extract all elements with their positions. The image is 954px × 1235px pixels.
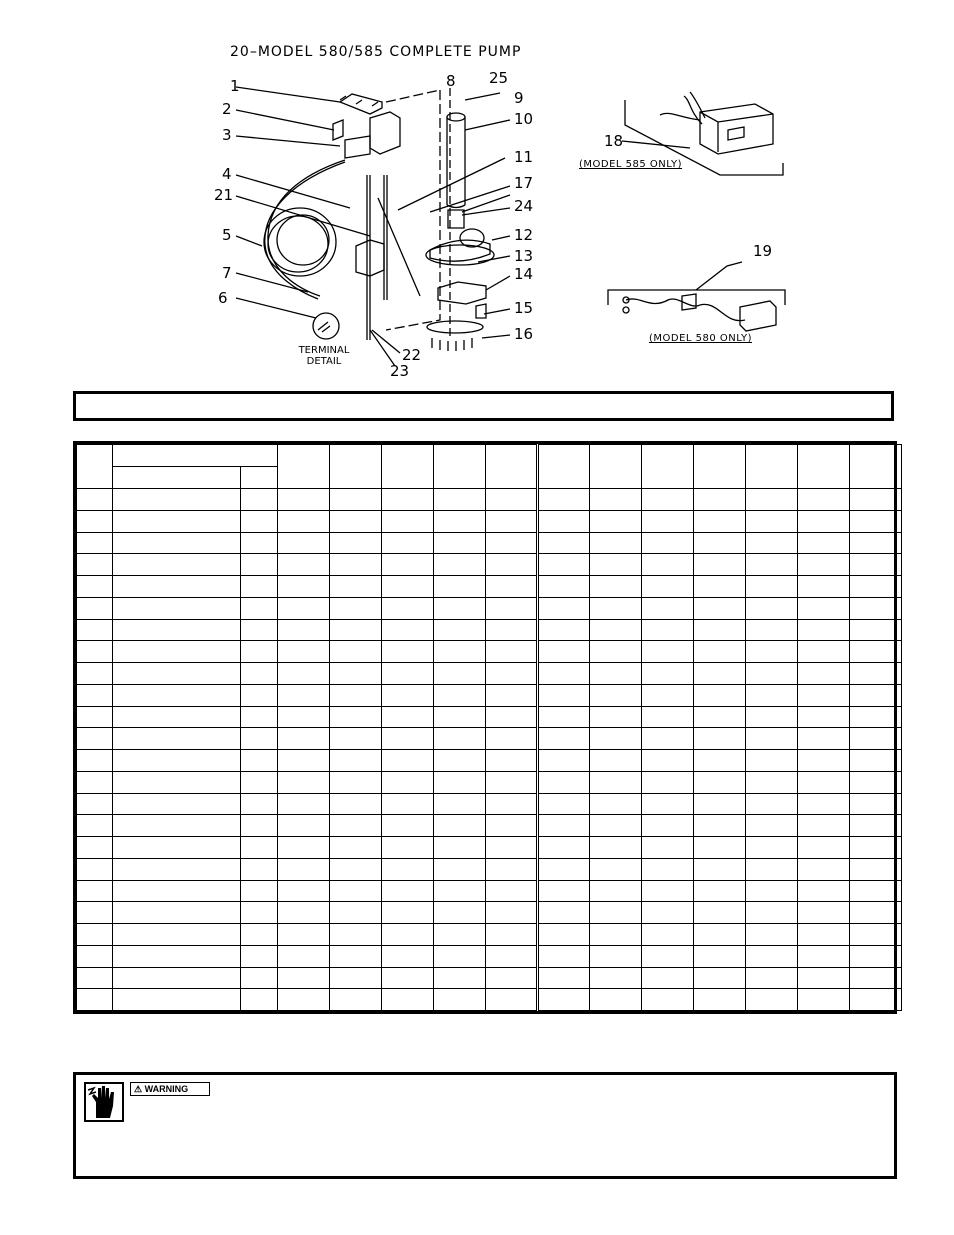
table-row <box>77 989 902 1011</box>
warning-triangle-icon: ⚠ <box>134 1084 143 1094</box>
callout-8: 8 <box>446 72 456 90</box>
table-row <box>77 663 902 685</box>
warning-box <box>73 1072 897 1179</box>
table-row <box>77 597 902 619</box>
callout-16: 16 <box>514 325 534 343</box>
callout-11: 11 <box>514 148 534 166</box>
callout-1: 1 <box>230 77 240 95</box>
table-row <box>77 880 902 902</box>
table-row <box>77 489 902 511</box>
callout-23: 23 <box>390 362 410 380</box>
table-row <box>77 532 902 554</box>
callout-6: 6 <box>218 289 228 307</box>
callout-22: 22 <box>402 346 422 364</box>
terminal-detail-label <box>296 345 352 367</box>
warning-badge <box>130 1082 210 1096</box>
table-row <box>77 837 902 859</box>
table-row <box>77 945 902 967</box>
table-row <box>77 967 902 989</box>
callout-24: 24 <box>514 197 534 215</box>
table-row <box>77 793 902 815</box>
note-model-580: (MODEL 580 ONLY) <box>649 333 753 344</box>
callout-9: 9 <box>514 89 524 107</box>
parts-list-title-bar <box>73 391 894 421</box>
callout-17: 17 <box>514 174 534 192</box>
electrical-shock-hand-icon <box>84 1082 124 1122</box>
callout-4: 4 <box>222 165 232 183</box>
warning-badge-label: WARNING <box>144 1084 189 1094</box>
callout-2: 2 <box>222 100 232 118</box>
table-row <box>77 706 902 728</box>
table-row <box>77 619 902 641</box>
callout-3: 3 <box>222 126 232 144</box>
table-row <box>77 902 902 924</box>
terminal-label-line1: TERMINAL <box>298 345 350 356</box>
exploded-parts-diagram <box>0 0 954 390</box>
parts-grid <box>76 444 902 1011</box>
terminal-label-line2: DETAIL <box>306 356 342 367</box>
table-header-row <box>77 445 902 467</box>
callout-15: 15 <box>514 299 534 317</box>
table-row <box>77 815 902 837</box>
table-row <box>77 510 902 532</box>
table-row <box>77 684 902 706</box>
table-row <box>77 728 902 750</box>
note-model-585: (MODEL 585 ONLY) <box>579 159 683 170</box>
parts-table <box>73 441 897 1014</box>
callout-7: 7 <box>222 264 232 282</box>
callout-5: 5 <box>222 226 232 244</box>
table-row <box>77 771 902 793</box>
table-row <box>77 576 902 598</box>
callout-13: 13 <box>514 247 534 265</box>
callout-21: 21 <box>214 186 234 204</box>
callout-25: 25 <box>489 69 509 87</box>
callout-10: 10 <box>514 110 534 128</box>
callout-14: 14 <box>514 265 534 283</box>
callout-18: 18 <box>604 132 624 150</box>
diagram-title: 20–MODEL 580/585 COMPLETE PUMP <box>230 44 522 60</box>
table-row <box>77 750 902 772</box>
table-row <box>77 924 902 946</box>
table-row <box>77 641 902 663</box>
table-row <box>77 858 902 880</box>
callout-12: 12 <box>514 226 534 244</box>
table-row <box>77 554 902 576</box>
callout-19: 19 <box>753 242 773 260</box>
